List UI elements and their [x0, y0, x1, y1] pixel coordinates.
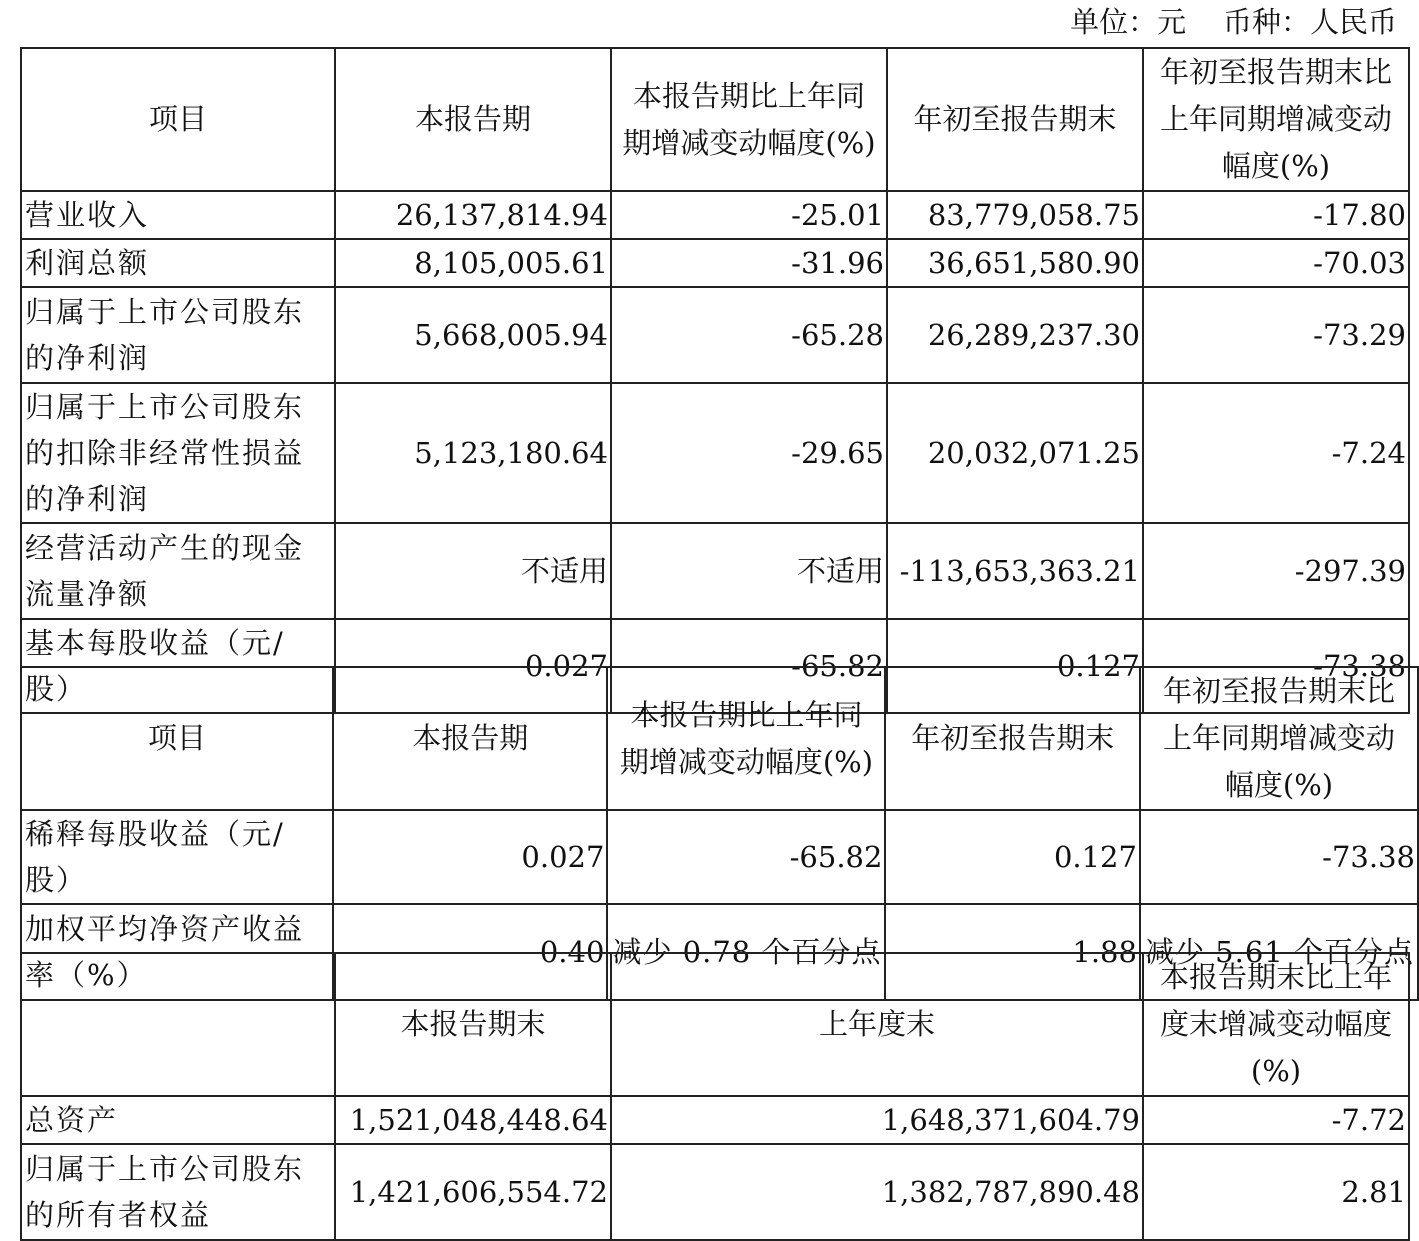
header-item: 项目: [21, 48, 335, 191]
row-current: 0.027: [335, 619, 611, 713]
row-item: 利润总额: [21, 239, 335, 287]
row-item: 归属于上市公司股东的扣除非经常性损益的净利润: [21, 383, 335, 523]
table-header-row: [21, 48, 1409, 191]
row-ytd: 0.127: [885, 810, 1140, 904]
header-current-change: 本报告期比上年同 期增减变动幅度(%): [607, 667, 885, 810]
row-ytd-change: -7.24: [1143, 383, 1409, 523]
header-item: 项目: [21, 667, 333, 810]
header-period-end: 本报告期末: [335, 953, 611, 1096]
main-financial-data-table: [20, 47, 1410, 714]
unit-currency-note: 单位：元 币种：人民币: [1070, 5, 1397, 39]
row-item: 加权平均净资产收益率（%）: [21, 904, 333, 1000]
row-ytd: -113,653,363.21: [887, 523, 1143, 619]
header-item-empty: [21, 953, 335, 1096]
row-current-change: -25.01: [611, 191, 887, 239]
header-change: 本报告期末比上年 度末增减变动幅度 (%): [1143, 953, 1409, 1096]
row-ytd: 1.88: [885, 904, 1140, 1000]
row-ytd-change: -73.29: [1143, 287, 1409, 383]
row-current-change: -31.96: [611, 239, 887, 287]
row-current: 不适用: [335, 523, 611, 619]
table-row: [21, 523, 1409, 619]
balance-sheet-table: [20, 952, 1410, 1241]
row-item: 经营活动产生的现金流量净额: [21, 523, 335, 619]
row-current: 26,137,814.94: [335, 191, 611, 239]
row-ytd-change: -17.80: [1143, 191, 1409, 239]
header-ytd: 年初至报告期末: [885, 667, 1140, 810]
table-row: [21, 383, 1409, 523]
row-current-change: -65.82: [611, 619, 887, 713]
row-item: 基本每股收益（元/股）: [21, 619, 335, 713]
row-current: 0.40: [333, 904, 607, 1000]
header-ytd-change: 年初至报告期末比 上年同期增减变动 幅度(%): [1143, 48, 1409, 191]
row-ytd: 83,779,058.75: [887, 191, 1143, 239]
row-current-change: 减少 0.78 个百分点: [607, 904, 885, 1000]
row-ytd-change: -70.03: [1143, 239, 1409, 287]
per-share-and-roe-table: [20, 666, 1419, 1001]
table-header-row: [21, 953, 1409, 1096]
row-change: 2.81: [1143, 1144, 1409, 1240]
row-ytd: 36,651,580.90: [887, 239, 1143, 287]
row-last-year-end: 1,382,787,890.48: [611, 1144, 1143, 1240]
row-ytd: 0.127: [887, 619, 1143, 713]
table-row: [21, 1096, 1409, 1144]
row-ytd-change: 减少 5.61 个百分点: [1140, 904, 1418, 1000]
table-row: [21, 810, 1418, 904]
row-item: 稀释每股收益（元/股）: [21, 810, 333, 904]
row-item: 总资产: [21, 1096, 335, 1144]
table-row: [21, 1144, 1409, 1240]
row-current-change: 不适用: [611, 523, 887, 619]
header-last-year-end: 上年度末: [611, 953, 1143, 1096]
row-item: 营业收入: [21, 191, 335, 239]
table-header-row: [21, 667, 1418, 810]
row-item: 归属于上市公司股东的所有者权益: [21, 1144, 335, 1240]
row-ytd-change: -73.38: [1140, 810, 1418, 904]
table-row: [21, 239, 1409, 287]
row-current-change: -29.65: [611, 383, 887, 523]
row-ytd-change: -297.39: [1143, 523, 1409, 619]
row-current-change: -65.82: [607, 810, 885, 904]
row-current: 5,123,180.64: [335, 383, 611, 523]
header-ytd-change: 年初至报告期末比 上年同期增减变动 幅度(%): [1140, 667, 1418, 810]
row-current-change: -65.28: [611, 287, 887, 383]
header-current-period: 本报告期: [335, 48, 611, 191]
row-current: 8,105,005.61: [335, 239, 611, 287]
table-row: [21, 191, 1409, 239]
row-current: 0.027: [333, 810, 607, 904]
row-ytd: 20,032,071.25: [887, 383, 1143, 523]
row-ytd-change: -73.38: [1143, 619, 1409, 713]
row-ytd: 26,289,237.30: [887, 287, 1143, 383]
row-current: 5,668,005.94: [335, 287, 611, 383]
row-period-end: 1,421,606,554.72: [335, 1144, 611, 1240]
header-ytd: 年初至报告期末: [887, 48, 1143, 191]
header-current-change: 本报告期比上年同 期增减变动幅度(%): [611, 48, 887, 191]
row-last-year-end: 1,648,371,604.79: [611, 1096, 1143, 1144]
row-period-end: 1,521,048,448.64: [335, 1096, 611, 1144]
row-change: -7.72: [1143, 1096, 1409, 1144]
table-row: [21, 287, 1409, 383]
row-item: 归属于上市公司股东的净利润: [21, 287, 335, 383]
header-current-period: 本报告期: [333, 667, 607, 810]
